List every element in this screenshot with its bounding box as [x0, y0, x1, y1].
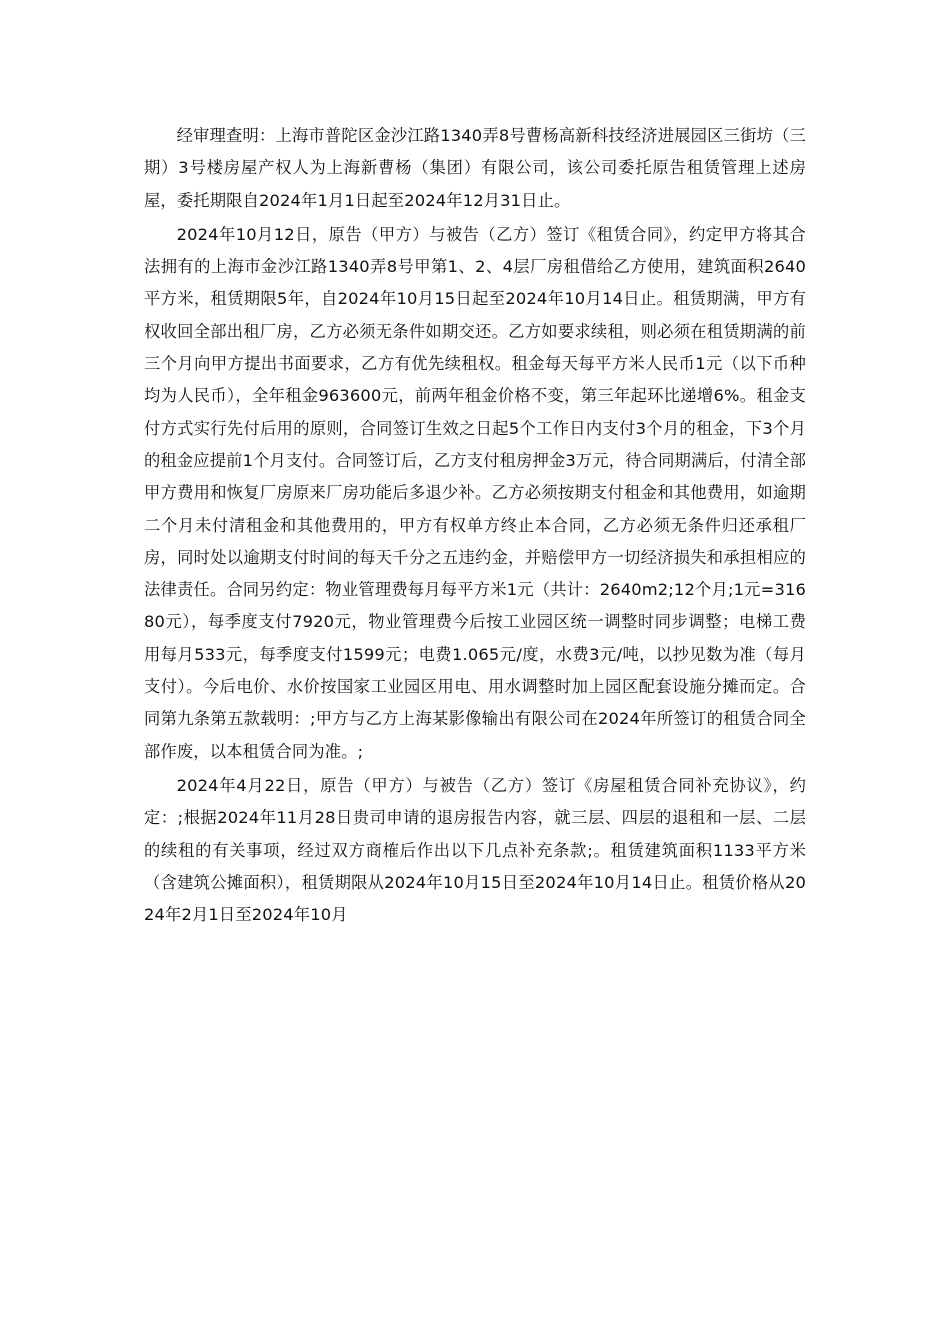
paragraph-lease-contract: 2024年10月12日，原告（甲方）与被告（乙方）签订《租赁合同》，约定甲方将其合法拥有的上海市金沙江路1340弄8号甲第1、2、4层厂房租借给乙方使用，建筑面积2640平方米，租赁期限5年，自2024年10月15日起至2024年10月14日止。租赁期满，甲方有权收回全部出租厂房，乙方必须无条件如期交还。乙方如要求续租，则必须在租赁期满的前三个月向甲方提出书面要求，乙方有优先续租权。租金每天每平方米人民币1元（以下币种均为人民币），全年租金963600元，前两年租金价格不变，第三年起环比递增6%。租金支付方式实行先付后用的原则，合同签订生效之日起5个工作日内支付3个月的租金，下3个月的租金应提前1个月支付。合同签订后，乙方支付租房押金3万元，待合同期满后，付清全部甲方费用和恢复厂房原来厂房功能后多退少补。乙方必须按期支付租金和其他费用，如逾期二个月未付清租金和其他费用的，甲方有权单方终止本合同，乙方必须无条件归还承租厂房，同时处以逾期支付时间的每天千分之五违约金，并赔偿甲方一切经济损失和承担相应的法律责任。合同另约定：物业管理费每月每平方米1元（共计：2640m2;12个月;1元=31680元），每季度支付7920元，物业管理费今后按工业园区统一调整时同步调整；电梯工费用每月533元，每季度支付1599元；电费1.065元/度，水费3元/吨，以抄见数为准（每月支付）。今后电价、水价按国家工业园区用电、用水调整时加上园区配套设施分摊而定。合同第九条第五款载明：;甲方与乙方上海某影像输出有限公司在2024年所签订的租赁合同全部作废，以本租赁合同为准。;: [144, 224, 806, 761]
document-body: [144, 120, 806, 933]
paragraph-findings: 经审理查明：上海市普陀区金沙江路1340弄8号曹杨高新科技经济进展园区三街坊（三期）3号楼房屋产权人为上海新曹杨（集团）有限公司，该公司委托原告租赁管理上述房屋，委托期限自2024年1月1日起至2024年12月31日止。: [144, 126, 806, 210]
paragraph-supplementary-agreement: 2024年4月22日，原告（甲方）与被告（乙方）签订《房屋租赁合同补充协议》，约定：;根据2024年11月28日贵司申请的退房报告内容，就三层、四层的退租和一层、二层的续租的有关事项，经过双方商榷后作出以下几点补充条款;。租赁建筑面积1133平方米（含建筑公摊面积），租赁期限从2024年10月15日至2024年10月14日止。租赁价格从2024年2月1日至2024年10月: [144, 775, 806, 925]
